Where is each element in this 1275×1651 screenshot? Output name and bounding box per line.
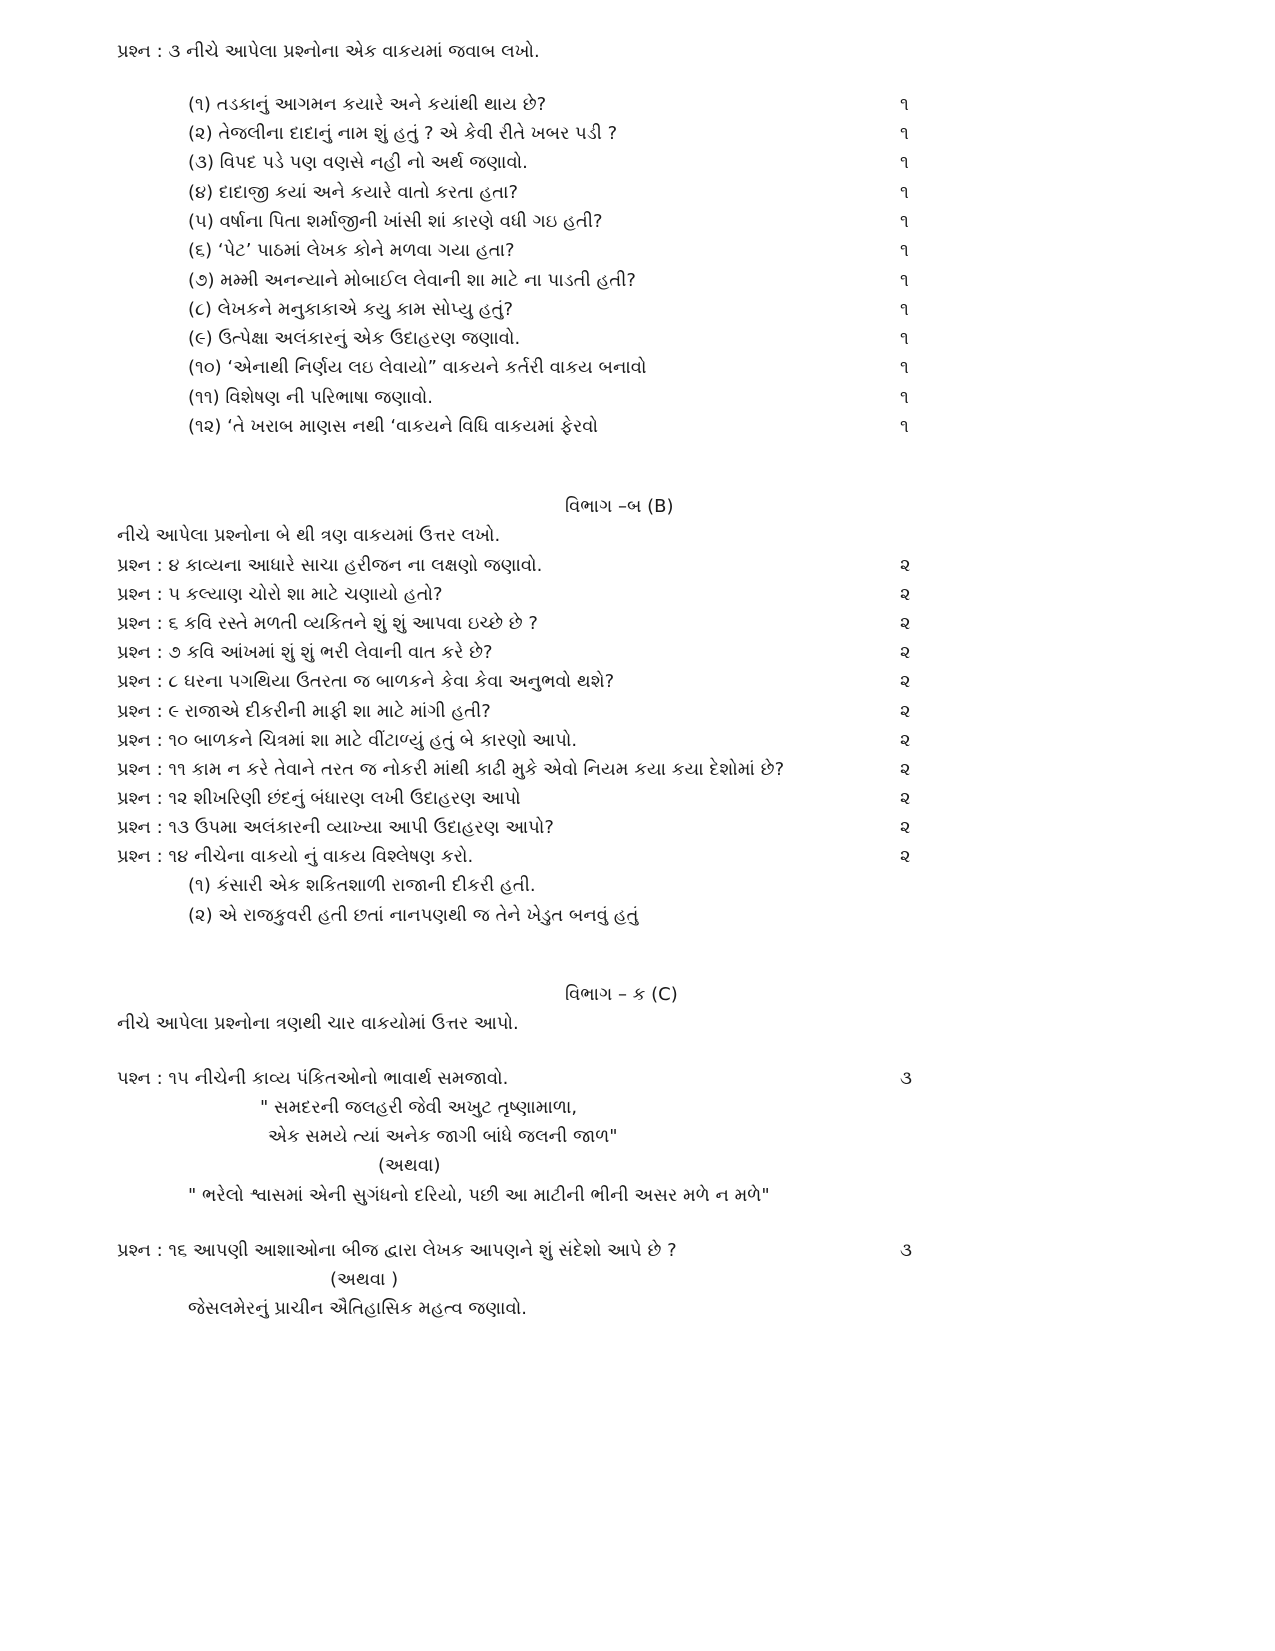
marks-q3-item-4: ૧ [900, 182, 909, 203]
marks-q4: ૨ [900, 555, 911, 576]
question-5: પ્રશ્ન : ૫ કલ્યાણ ચોરો શા માટે ચણાયો હતો? [117, 584, 443, 605]
question-16-alternative: જેસલમેરનું પ્રાચીન ઐતિહાસિક મહત્વ જણાવો. [188, 1298, 527, 1319]
question-14-sentence-2: (૨) એ રાજકુવરી હતી છતાં નાનપણથી જ તેને ખેડુત બનવું હતું [188, 905, 639, 926]
question-3-item-5: (૫) વર્ષાના પિતા શર્માજીની ખાંસી શાં કારણે વધી ગઇ હતી? [188, 211, 603, 232]
question-14-sentence-1: (૧) કંસારી એક શકિતશાળી રાજાની દીકરી હતી. [188, 875, 536, 896]
question-13: પ્રશ્ન : ૧૩ ઉપમા અલંકારની વ્યાખ્યા આપી ઉદાહરણ આપો? [117, 817, 554, 838]
marks-q3-item-1: ૧ [900, 94, 909, 115]
question-12: પ્રશ્ન : ૧૨ શીખરિણી છંદનું બંધારણ લખી ઉદાહરણ આપો [117, 788, 521, 809]
marks-q3-item-3: ૧ [900, 152, 909, 173]
question-15-poem-line-1: " સમદરની જલહરી જેવી અખુટ તૃષ્ણામાળા, [260, 1097, 578, 1118]
question-15-poem-line-2: એક સમયે ત્યાં અનેક જાગી બાંધે જલની જાળ" [268, 1126, 618, 1147]
marks-q13: ૨ [900, 817, 911, 838]
question-10: પ્રશ્ન : ૧૦ બાળકને ચિત્રમાં શા માટે વીંટાળ્યું હતું બે કારણો આપો. [117, 730, 578, 751]
question-4: પ્રશ્ન : ૪ કાવ્યના આધારે સાચા હરીજન ના લક્ષણો જણાવો. [117, 555, 543, 576]
question-3-item-12: (૧૨) ‘તે ખરાબ માણસ નથી ‘વાકયને વિધિ વાકયમાં ફેરવો [188, 416, 599, 437]
section-b-instruction: નીચે આપેલા પ્રશ્નોના બે થી ત્રણ વાકયમાં ઉત્તર લખો. [117, 525, 501, 546]
marks-q3-item-7: ૧ [900, 270, 909, 291]
marks-q3-item-12: ૧ [900, 416, 909, 437]
marks-q3-item-9: ૧ [900, 328, 909, 349]
question-16: પ્રશ્ન : ૧૬ આપણી આશાઓના બીજ દ્વારા લેખક આપણને શું સંદેશો આપે છે ? [117, 1240, 677, 1261]
question-16-or: (અથવા ) [330, 1269, 399, 1290]
question-15: પશ્ન : ૧૫ નીચેની કાવ્ય પંકિતઓનો ભાવાર્થ સમજાવો. [117, 1068, 509, 1089]
marks-q12: ૨ [900, 788, 911, 809]
marks-q3-item-8: ૧ [900, 299, 909, 320]
section-b-title: વિભાગ –બ (B) [565, 496, 674, 517]
marks-q16: ૩ [900, 1240, 912, 1261]
marks-q15: ૩ [900, 1068, 912, 1089]
marks-q3-item-10: ૧ [900, 357, 909, 378]
section-c-instruction: નીચે આપેલા પ્રશ્નોના ત્રણથી ચાર વાકયોમાં ઉત્તર આપો. [117, 1013, 519, 1034]
marks-q3-item-6: ૧ [900, 240, 909, 261]
section-c-title: વિભાગ – ક (C) [565, 984, 678, 1005]
question-15-alternative: " ભરેલો શ્વાસમાં એની સુગંધનો દરિયો, પછી આ માટીની ભીની અસર મળે ન મળે" [188, 1185, 770, 1206]
marks-q5: ૨ [900, 584, 911, 605]
question-3-item-4: (૪) દાદાજી કયાં અને કયારે વાતો કરતા હતા? [188, 182, 519, 203]
marks-q3-item-2: ૧ [900, 123, 909, 144]
marks-q7: ૨ [900, 642, 911, 663]
question-9: પ્રશ્ન : ૯ રાજાએ દીકરીની માફી શા માટે માંગી હતી? [117, 701, 491, 722]
question-11: પ્રશ્ન : ૧૧ કામ ન કરે તેવાને તરત જ નોકરી માંથી કાઢી મુકે એવો નિયમ કયા કયા દેશોમાં છે? [117, 759, 785, 780]
question-3-item-9: (૯) ઉત્પેક્ષા અલંકારનું એક ઉદાહરણ જણાવો. [188, 328, 521, 349]
question-3-item-3: (૩) વિપદ પડે પણ વણસે નહી નો અર્થ જણાવો. [188, 152, 528, 173]
question-3-item-7: (૭) મમ્મી અનન્યાને મોબાઈલ લેવાની શા માટે ના પાડતી હતી? [188, 270, 636, 291]
marks-q14: ૨ [900, 846, 911, 867]
marks-q9: ૨ [900, 701, 911, 722]
marks-q10: ૨ [900, 730, 911, 751]
marks-q8: ૨ [900, 671, 911, 692]
marks-q3-item-11: ૧ [900, 387, 909, 408]
question-3-item-6: (૬) ‘પેટ’ પાઠમાં લેખક કોને મળવા ગયા હતા? [188, 240, 515, 261]
question-6: પ્રશ્ન : ૬ કવિ રસ્તે મળતી વ્યકિતને શું શું આપવા ઇચ્છે છે ? [117, 613, 538, 634]
question-3-item-10: (૧૦) ‘એનાથી નિર્ણય લઇ લેવાયો” વાકયને કર્તરી વાકય બનાવો [188, 357, 647, 378]
question-3-item-11: (૧૧) વિશેષણ ની પરિભાષા જણાવો. [188, 387, 433, 408]
question-3-item-1: (૧) તડકાનું આગમન કયારે અને કયાંથી થાય છે? [188, 94, 547, 115]
question-3-item-2: (૨) તેજલીના દાદાનું નામ શું હતું ? એ કેવી રીતે ખબર પડી ? [188, 123, 618, 144]
question-8: પ્રશ્ન : ૮ ઘરના પગથિયા ઉતરતા જ બાળકને કેવા કેવા અનુભવો થશે? [117, 671, 615, 692]
question-14: પ્રશ્ન : ૧૪ નીચેના વાકયો નું વાકય વિશ્લેષણ કરો. [117, 846, 474, 867]
question-3-heading: પ્રશ્ન : ૩ નીચે આપેલા પ્રશ્નોના એક વાકયમાં જવાબ લખો. [117, 41, 540, 62]
question-3-item-8: (૮) લેખકને મનુકાકાએ કયુ કામ સોપ્યુ હતું? [188, 299, 514, 320]
marks-q3-item-5: ૧ [900, 211, 909, 232]
marks-q11: ૨ [900, 759, 911, 780]
question-15-or: (અથવા) [378, 1155, 441, 1176]
question-7: પ્રશ્ન : ૭ કવિ આંખમાં શું શું ભરી લેવાની વાત કરે છે? [117, 642, 493, 663]
marks-q6: ૨ [900, 613, 911, 634]
